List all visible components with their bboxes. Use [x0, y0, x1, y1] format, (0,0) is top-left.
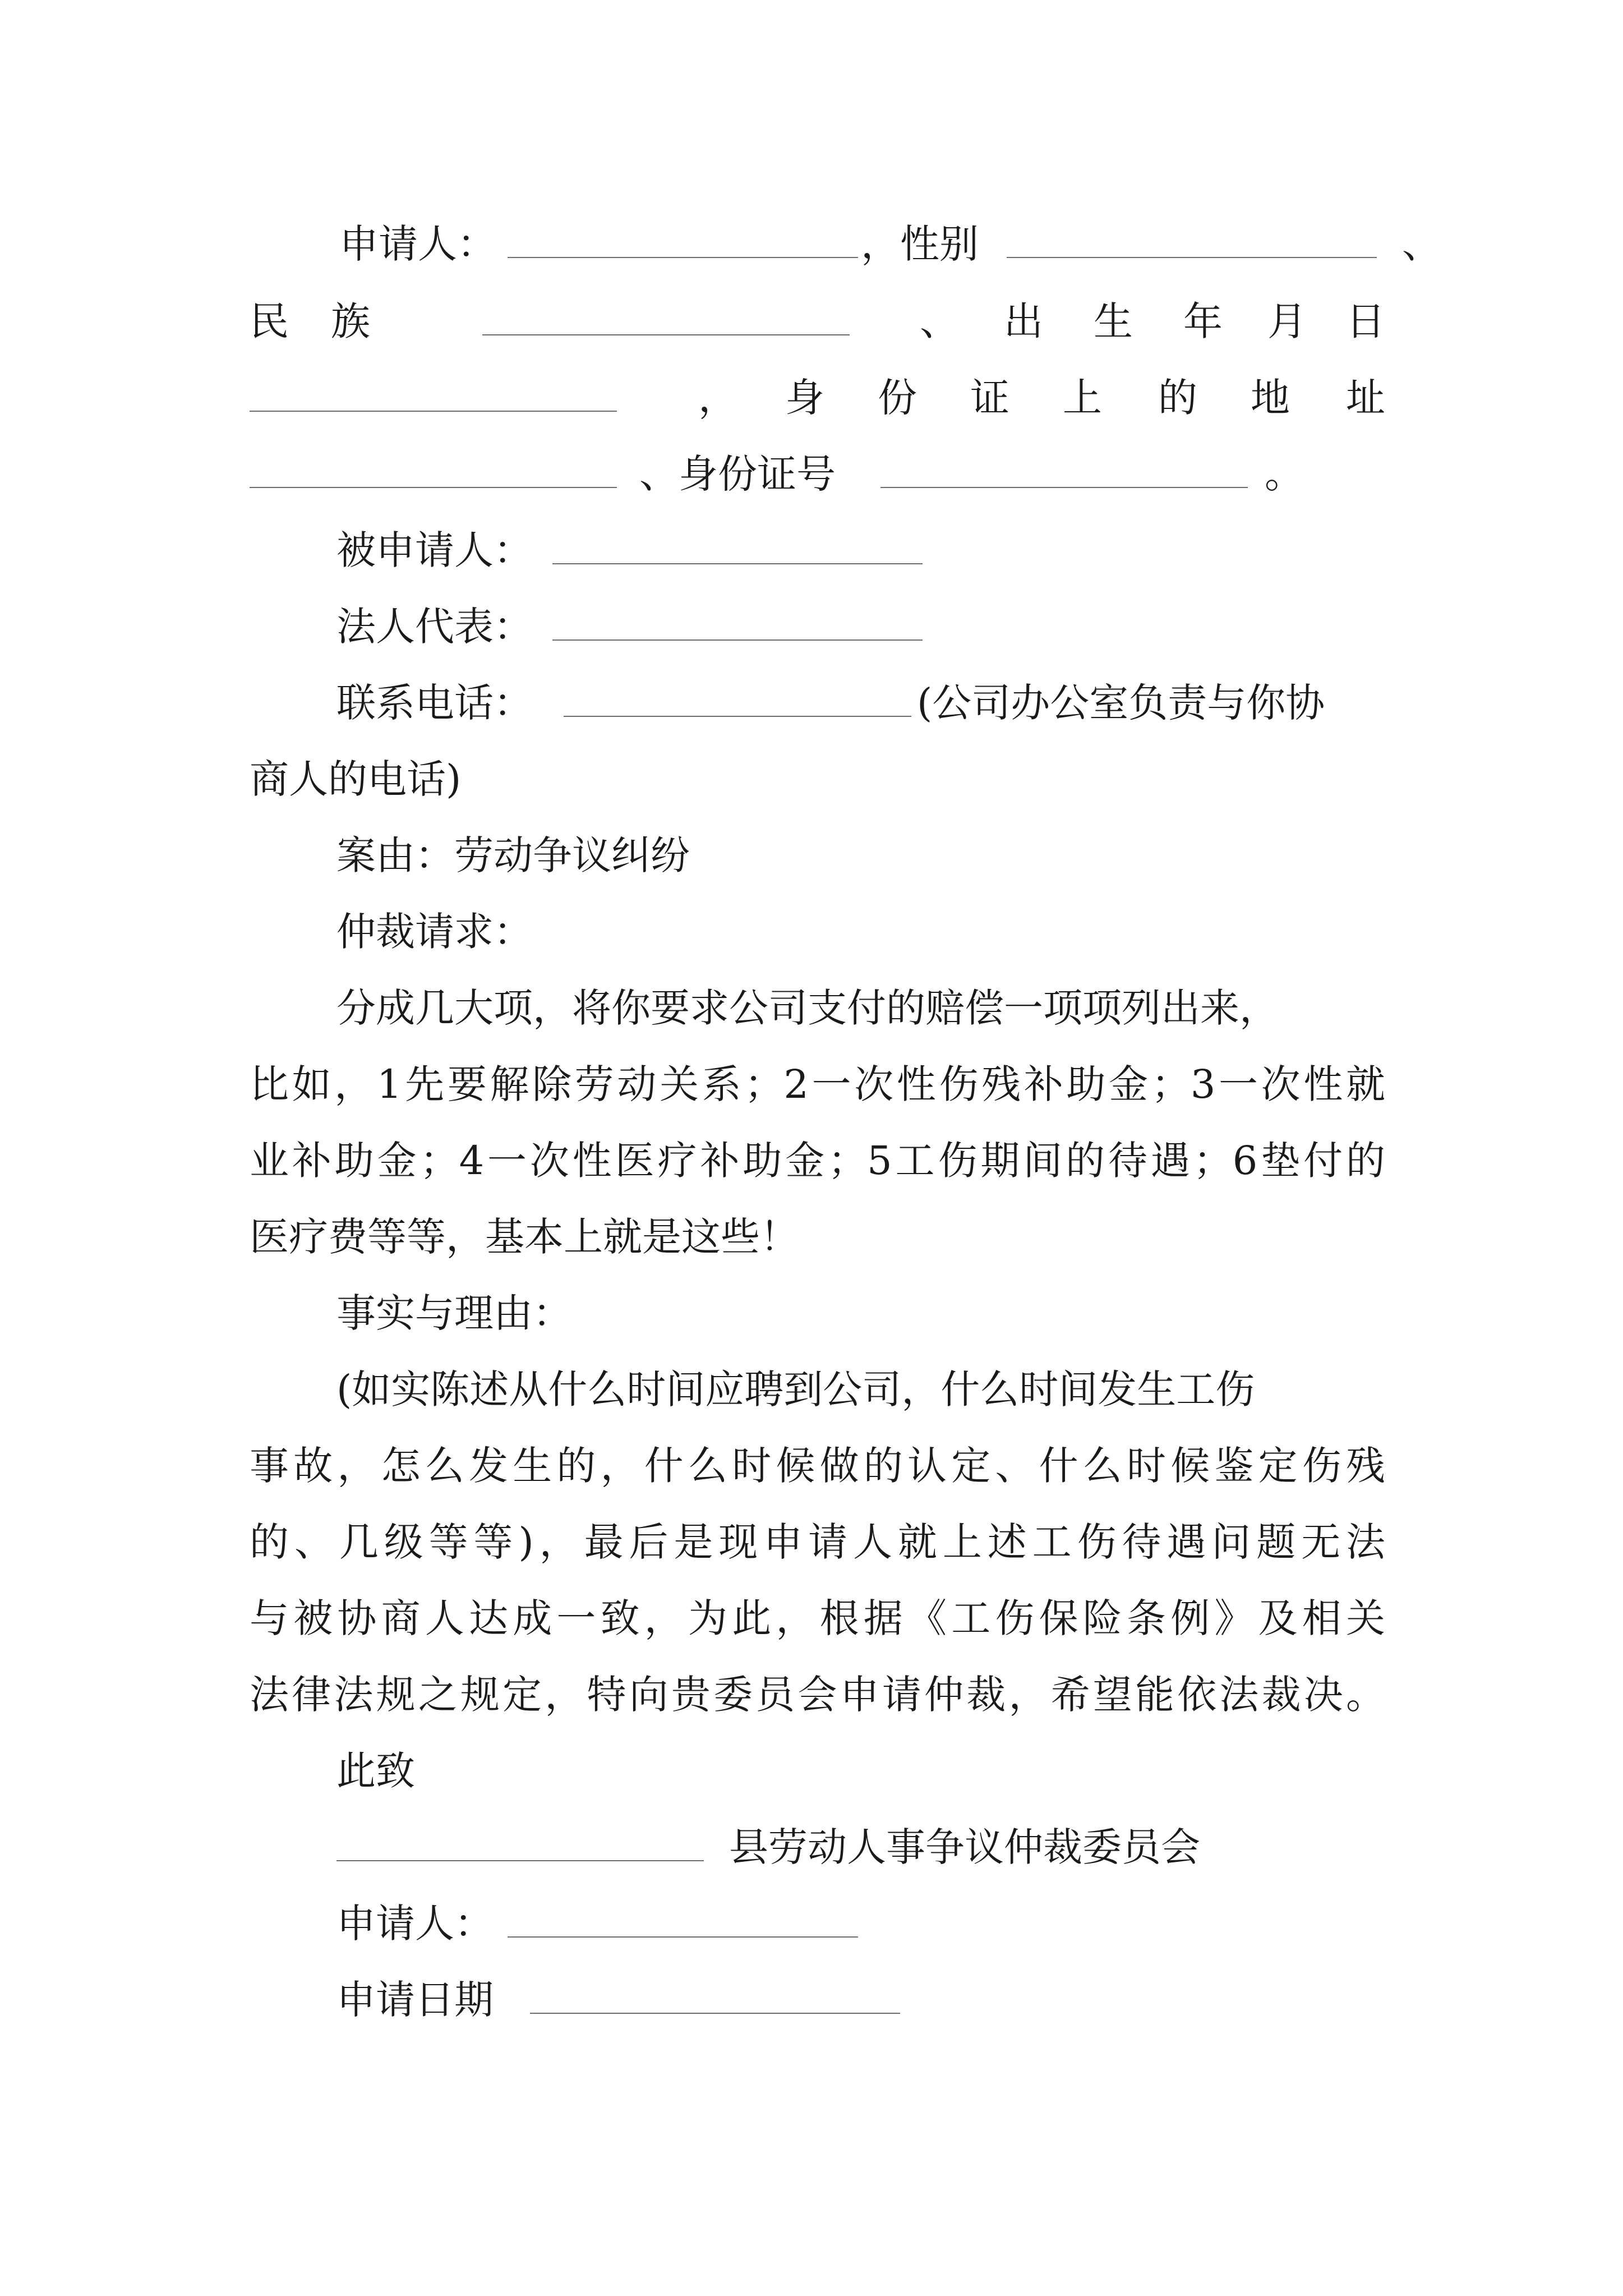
- birth-char-2: 生: [1094, 298, 1133, 344]
- birth-char-1: 出: [1004, 298, 1043, 344]
- birth-date-blank: [250, 367, 617, 412]
- id-end-mark: 。: [1265, 451, 1304, 497]
- gender-blank: [1007, 213, 1377, 258]
- applicant-sign-blank: [508, 1893, 858, 1938]
- phone-line: [0, 672, 1623, 734]
- date-blank: [530, 1969, 900, 2014]
- applicant-name-blank: [508, 213, 858, 258]
- ethnicity-char-1: 民: [250, 298, 289, 344]
- gender-label: ，性别: [861, 221, 979, 267]
- birth-char-3: 年: [1183, 298, 1223, 344]
- ethnicity-blank: [482, 291, 850, 335]
- facts-line-2: 事故，怎么发生的，什么时候做的认定、什么时候鉴定伤残: [250, 1443, 1385, 1489]
- birth-char-4: 月: [1267, 298, 1307, 344]
- address-blank: [250, 443, 617, 488]
- facts-line-4: 与被协商人达成一致，为此，根据《工伤保险条例》及相关: [250, 1595, 1385, 1641]
- gender-trailing-mark: 、: [1402, 221, 1441, 267]
- phone-note-line2: 商人的电话): [250, 756, 462, 802]
- facts-line-3: 的、几级等等)，最后是现申请人就上述工伤待遇问题无法: [250, 1519, 1385, 1565]
- committee-name: 县劳动人事争议仲裁委员会: [729, 1824, 1200, 1870]
- facts-heading: 事实与理由：: [336, 1290, 572, 1336]
- applicant-label: 申请人：: [339, 221, 496, 267]
- address-char-5: 的: [1158, 375, 1197, 421]
- claims-line-2: 比如，1先要解除劳动关系；2一次性伤残补助金；3一次性就: [250, 1061, 1385, 1107]
- claims-heading: 仲裁请求：: [336, 909, 533, 955]
- claims-line-3: 业补助金；4一次性医疗补助金；5工伤期间的待遇；6垫付的: [250, 1138, 1385, 1184]
- respondent-label: 被申请人：: [336, 527, 533, 573]
- id-number-line: [0, 443, 1623, 505]
- birth-char-5: 日: [1346, 298, 1385, 344]
- address-char-7: 址: [1346, 375, 1385, 421]
- claims-line-4: 医疗费等等，基本上就是这些！: [250, 1214, 799, 1260]
- date-label: 申请日期: [336, 1977, 494, 2023]
- facts-line-1: (如实陈述从什么时间应聘到公司，什么时间发生工伤: [336, 1366, 1255, 1412]
- respondent-line: [0, 519, 1623, 581]
- address-char-3: 证: [970, 375, 1009, 421]
- county-blank: [336, 1816, 704, 1861]
- id-number-blank: [880, 443, 1248, 488]
- address-char-4: 上: [1063, 375, 1102, 421]
- applicant-sign-label: 申请人：: [336, 1901, 494, 1947]
- claims-line-1: 分成几大项，将你要求公司支付的赔偿一项项列出来，: [336, 985, 1279, 1031]
- id-number-label: 、身份证号: [639, 451, 836, 497]
- phone-note-line1: (公司办公室负责与你协: [917, 680, 1325, 726]
- birth-mark: 、: [920, 298, 959, 344]
- facts-line-5: 法律法规之规定，特向贵委员会申请仲裁，希望能依法裁决。: [250, 1672, 1385, 1718]
- phone-label: 联系电话：: [336, 680, 533, 726]
- address-comma: ，: [698, 375, 737, 421]
- date-line: [0, 1969, 1623, 2031]
- respondent-blank: [552, 519, 923, 564]
- salutation: 此致: [336, 1748, 415, 1794]
- committee-line: [0, 1816, 1623, 1878]
- phone-blank: [564, 672, 911, 717]
- address-char-2: 份: [878, 375, 917, 421]
- address-line: [0, 367, 1623, 429]
- ethnicity-char-2: 族: [331, 298, 370, 344]
- ethnicity-birth-line: [0, 291, 1623, 352]
- legal-rep-label: 法人代表：: [336, 604, 533, 650]
- legal-rep-line: [0, 596, 1623, 657]
- applicant-line: [0, 213, 1623, 275]
- address-char-1: 身: [785, 375, 824, 421]
- case-cause: 案由：劳动争议纠纷: [336, 832, 690, 878]
- applicant-sign-line: [0, 1893, 1623, 1954]
- address-char-6: 地: [1251, 375, 1290, 421]
- legal-rep-blank: [552, 596, 923, 641]
